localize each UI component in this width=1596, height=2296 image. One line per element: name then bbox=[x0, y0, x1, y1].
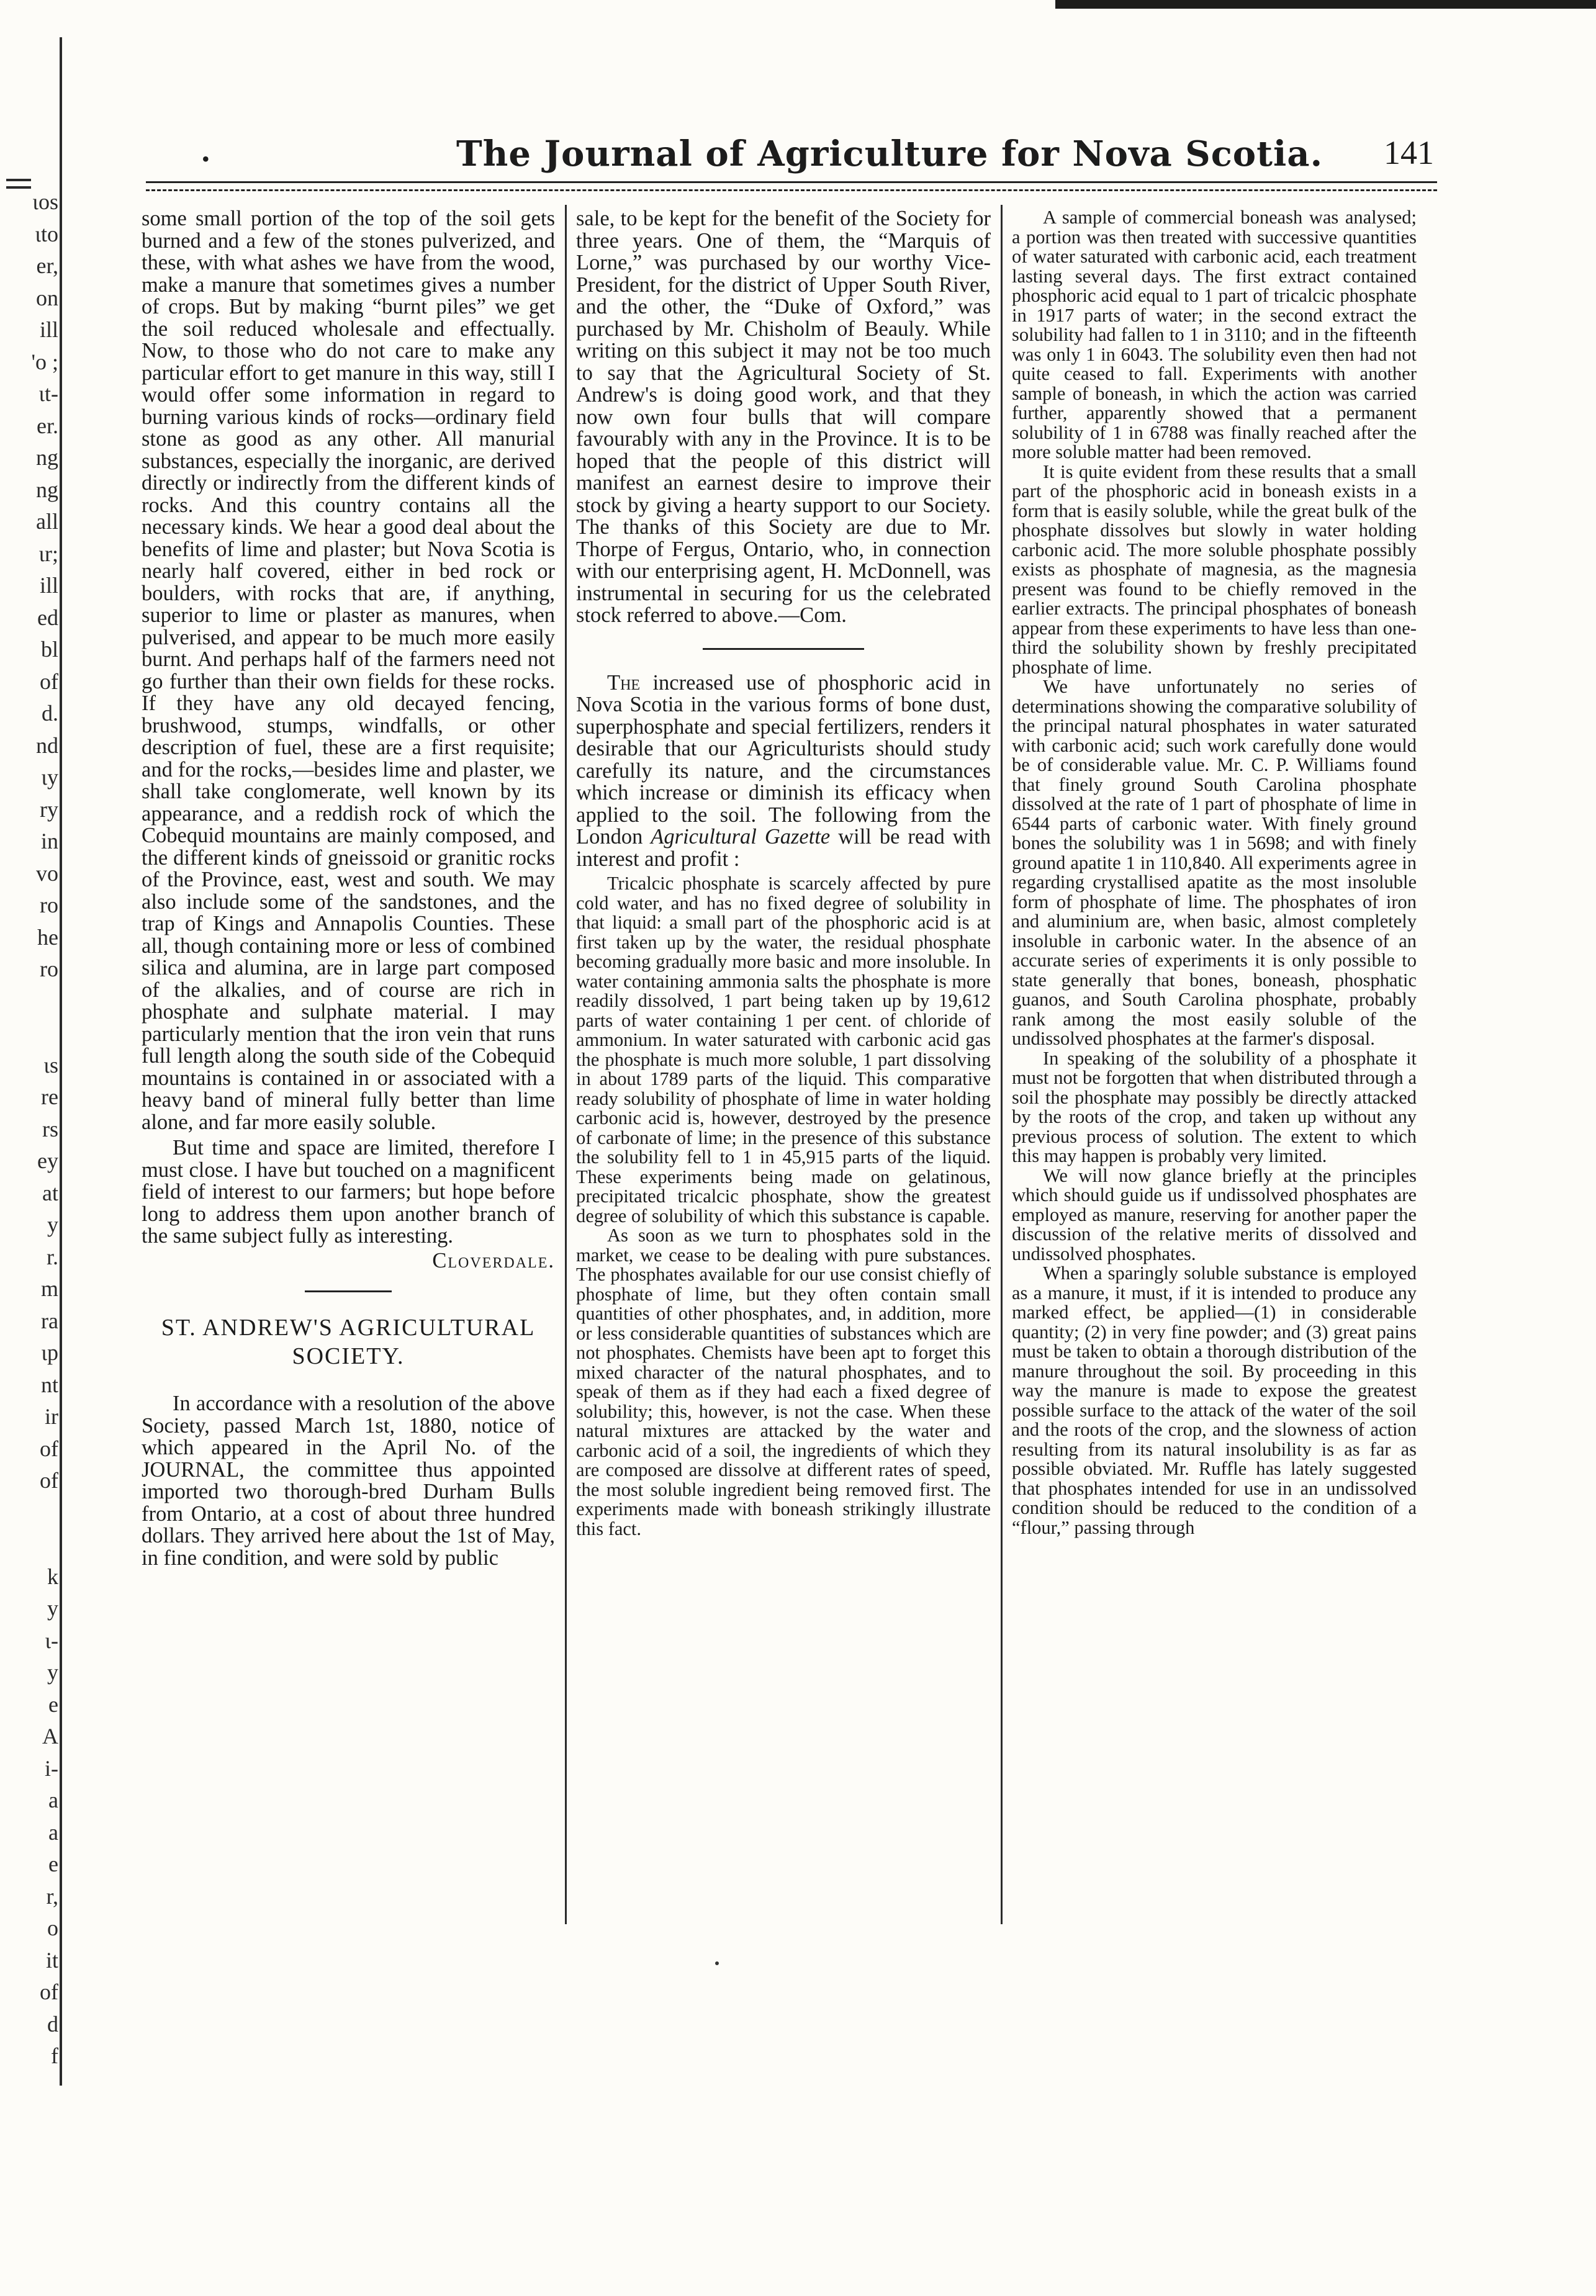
intro-paragraph bbox=[576, 672, 991, 871]
quoted-paragraph: When a sparingly soluble substance is employed as a manure, it must, if it is intended to produce any marked effect, be applied—(1) in considerable quantity; (2) in very fine powder; and (3) great pains must be taken to obtain a thorough distribution of the manure throughout the soil. By proceeding in this way the manure is made to expose the greatest possible surface to the attack of the water of the soil and the roots of the crop, and the slowness of action resulting from its natural insolubility is as far as possible obviated. Mr. Ruffle has lately suggested that phosphates intended for use in an undissolved condition should be reduced to the condition of a “flour,” passing through bbox=[1012, 1263, 1417, 1538]
journal-title: The Journal of Agriculture for Nova Scotia. bbox=[456, 133, 1323, 174]
section-title: ST. ANDREW'S AGRICULTURAL SOCIETY. bbox=[161, 1315, 536, 1369]
column-separator bbox=[565, 205, 567, 1924]
intro-lead-word: The bbox=[607, 670, 641, 695]
intro-text-end: will be read with interest and profit : bbox=[576, 825, 991, 871]
column-1 bbox=[142, 208, 555, 1569]
quoted-paragraph: As soon as we turn to phosphates sold in the market, we cease to be dealing with pure substances. The phosphates available for our use consist chiefly of phosphate of lime, but they often contain small quantities of other phosphates, and, in addition, more or less considerable quantities of substances which are not phosphates. Chemists have been apt to forget this mixed character of the natural phosphates, and to speak of them as if they had each a fixed degree of solubility; this, however, is not the case. When these natural mixtures are attacked by the water and carbonic acid of a soil, the ingredients of which they are composed are dissolve at different rates of speed, the most soluble ingredient being removed first. The experiments made with boneash strikingly illustrate this fact. bbox=[576, 1225, 991, 1539]
page-mark bbox=[715, 1961, 719, 1965]
quoted-paragraph: In speaking of the solubility of a phosphate it must not be forgotten that when distributed through a soil the phosphate may possibly be directly attacked by the roots of the crop, and taken up without any previous process of solution. The extent to which this may happen is probably very limited. bbox=[1012, 1047, 1417, 1166]
running-header bbox=[186, 133, 1434, 177]
article-paragraph: sale, to be kept for the benefit of the Society for three years. One of them, the “Marquis of Lorne,” was purchased by our worthy Vice-President, for the district of Upper South River, and the other, the “Duke of Oxford,” was purchased by Mr. Chisholm of Beauly. While writing on this subject it may not be too much to say that the Agricultural Society of St. Andrew's is doing good work, and that they now own four bulls that will compare favourably with any in the Province. It is to be hoped that the people of this district will manifest an earnest desire to improve their stock by giving a hearty support to our Society. The thanks of this Society are due to Mr. Thorpe of Fergus, Ontario, who, in connection with our enterprising agent, H. McDonnell, was instrumental in securing for us the celebrated stock referred to above.—Com. bbox=[576, 207, 991, 627]
section-divider bbox=[703, 648, 864, 650]
quoted-paragraph: A sample of commercial boneash was analysed; a portion was then treated with successive quantities of water saturated with carbonic acid, each treatment lasting several days. The first extract contained phosphoric acid equal to 1 part of tricalcic phosphate in 1917 parts of water; in the second extract the solubility had fallen to 1 in 3110; and in the fifteenth was only 1 in 6043. The solubility even then had not quite ceased to fall. Experiments with another sample of boneash, in which the action was carried further, apparently showed that a permanent solubility of 1 in 6788 was finally reached after the more soluble matter had been removed. bbox=[1012, 207, 1417, 462]
margin-rule bbox=[6, 179, 31, 181]
top-edge-bar bbox=[1055, 0, 1596, 9]
section-divider bbox=[305, 1290, 392, 1292]
intro-text: increased use of phosphoric acid in Nova Scotia in the various forms of bone dust, superphosphate and special fertilizers, renders it desirable that our Agriculturists should study carefully its nature, and the circumstances which increase or diminish its efficacy when applied to the soil. The following from the London bbox=[576, 670, 991, 849]
column-2 bbox=[576, 208, 991, 1539]
article-paragraph: In accordance with a resolution of the above Society, passed March 1st, 1880, notice of which appeared in the April No. of the JOURNAL, the committee thus appointed imported two thorough-bred Durham Bulls from Ontario, at a cost of about three hundred dollars. They arrived here about the 1st of May, in fine condition, and were sold by public bbox=[142, 1392, 555, 1570]
margin-text-fragments: ιos ιto er, on ill 'o ; ιt- er. ng ng all ιr; ill ed bl of d. nd ιy ry in vo ro he ro ιs re rs ey at y r. m ra ιp nt ir of of k y ι- y e A i- a a e r, o it of d f bbox=[31, 189, 58, 2068]
article-paragraph: But time and space are limited, therefore I must close. I have but touched on a magnificent field of interest to our farmers; but hope before long to address them upon another branch of the same subject fully as interesting. bbox=[142, 1136, 555, 1248]
header-dot: • bbox=[202, 146, 210, 171]
binding-line bbox=[60, 37, 62, 2086]
article-signature: Cloverdale. bbox=[432, 1248, 555, 1272]
article-paragraph: some small portion of the top of the soil gets burned and a few of the stones pulverized, and these, with what ashes we have from the wood, make a manure that sometimes gives a number of crops. But by making “burnt piles” we get the soil reduced wholesale and effectually. Now, to those who do not care to make any particular effort to get manure in this way, still I would offer some information in regard to burning various kinds of rocks—ordinary field stone as good as any other. All manurial substances, especially the inorganic, are derived directly or indirectly from the different kinds of rocks. And this country contains all the necessary kinds. We hear a good deal about the benefits of lime and plaster; but Nova Scotia is nearly half covered, either in bed rock or boulders, with rocks that are, if anything, superior to lime or plaster as manures, when pulverised, and appear to be much more easily burnt. And perhaps half of the farmers need not go further than their own fields for these rocks. If they have any old decayed fencing, brushwood, stumps, windfalls, or other description of fuel, these are a first requisite; and for the rocks,—besides lime and plaster, we shall take conglomerate, well known by its appearance, and a reddish rock of which the Cobequid mountains are mainly composed, and the different kinds of gneissoid or granitic rocks of the Province, east, west and south. We may also include some of the sandstones, and the trap of Kings and Annapolis Counties. These all, though containing more or less of combined silica and alumina, are in large part composed of the alkalies, and of course are rich in phosphate and sulphate material. I may particularly mention that the iron vein that runs full length along the south side of the Cobequid mountains is contained in or associated with a heavy band of mineral fully better than lime alone, and far more easily soluble. bbox=[142, 207, 555, 1134]
publication-name: Agricultural Gazette bbox=[651, 825, 831, 849]
quoted-paragraph: We have unfortunately no series of determinations showing the comparative solubility of the principal natural phosphates in water saturated with carbonic acid; such work carefully done would be of considerable value. Mr. C. P. Williams found that finely ground South Carolina phosphate dissolved at the rate of 1 part of phosphate of lime in 6544 parts of carbonic water. With finely ground bones the solubility was 1 in 5698; and with finely ground apatite 1 in 110,840. All experiments agree in regarding crystallised apatite as the most insoluble form of phosphate of lime. The phosphates of iron and aluminium are, when basic, almost completely insoluble in carbonic water. In the absence of an accurate series of experiments it is only possible to state generally that bones, boneash, phosphatic guanos, and South Carolina phosphate, probably rank among the most easily soluble of the undissolved phosphates at the farmer's disposal. bbox=[1012, 676, 1417, 1049]
quoted-paragraph: We will now glance briefly at the principles which should guide us if undissolved phosphates are employed as manure, reserving for another paper the discussion of the relative merits of dissolved and undissolved phosphates. bbox=[1012, 1164, 1417, 1264]
header-rule bbox=[146, 181, 1437, 183]
column-3 bbox=[1012, 208, 1417, 1537]
quoted-paragraph: It is quite evident from these results that a small part of the phosphoric acid in boneash exists in a form that is easily soluble, while the great bulk of the phosphate dissolves but slowly in water holding carbonic acid. The more soluble phosphate possibly exists as phosphate of magnesia, as the magnesia present was found to be chiefly removed in the earlier extracts. The principal phosphates of boneash appear from these experiments to have less than one-third the solubility shown by freshly precipitated phosphate of lime. bbox=[1012, 461, 1417, 678]
column-separator bbox=[1001, 205, 1003, 1924]
quoted-paragraph: Tricalcic phosphate is scarcely affected by pure cold water, and has no fixed degree of solubility in that liquid: a small part of the phosphoric acid is at first taken up by the water, the residual phosphate becoming gradually more basic and more insoluble. In water containing ammonia salts the phosphate is more readily dissolved, 1 part being taken up by 19,612 parts of water containing 1 per cent. of chloride of ammonium. In water saturated with carbonic acid gas the phosphate is much more soluble, 1 part dissolving in about 1789 parts of the liquid. This comparative ready solubility of phosphate of lime in water holding carbonic acid is, however, destroyed by the presence of carbonate of lime; in the presence of this substance the solubility fell to 1 in 45,915 parts of the liquid. These experiments being made on gelatinous, precipitated tricalcic phosphate, show the greatest degree of solubility of which this substance is capable. bbox=[576, 873, 991, 1227]
header-rule-dashed bbox=[146, 189, 1437, 191]
binding-margin bbox=[0, 0, 81, 2117]
page-number: 141 bbox=[1384, 134, 1434, 171]
